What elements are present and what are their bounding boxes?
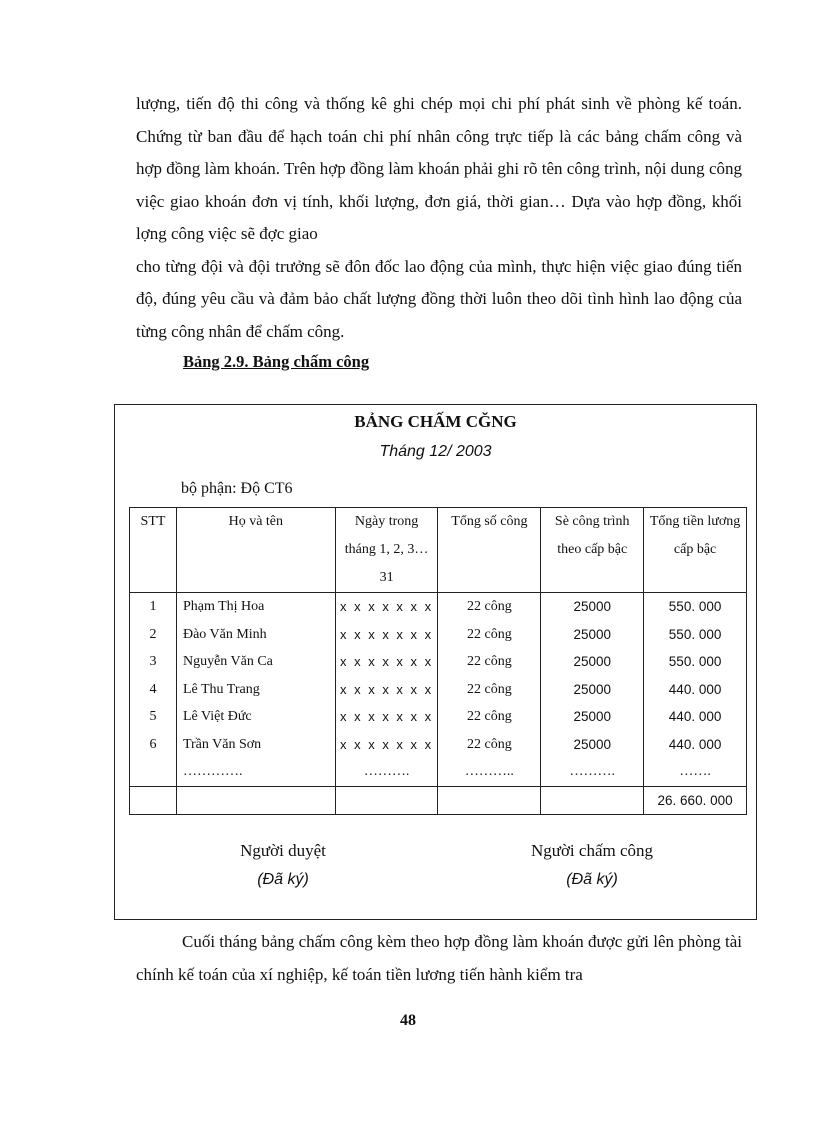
cell-wage: 550. 000 bbox=[644, 648, 747, 676]
table-row bbox=[130, 703, 747, 731]
cell-rate-ellipsis: ………. bbox=[541, 758, 644, 786]
paragraph-part-2: cho từng đội và đội trưởng sẽ đôn đốc lao động của mình, thực hiện việc giao đúng tiến độ, đúng yêu cầu và đảm bảo chất lượng đồng thời luôn theo dõi tình hình lao động của từng công nhân để chấm công. bbox=[136, 256, 742, 341]
header-total-days: Tổng số công bbox=[438, 508, 541, 593]
timesheet-box bbox=[114, 404, 757, 920]
total-cell-empty bbox=[130, 786, 177, 815]
cell-name: Lê Thu Trang bbox=[176, 676, 335, 704]
cell-rate: 25000 bbox=[541, 648, 644, 676]
table-row bbox=[130, 593, 747, 621]
cell-stt-empty bbox=[130, 758, 177, 786]
cell-wage: 440. 000 bbox=[644, 703, 747, 731]
timesheet-month: Tháng 12/ 2003 bbox=[379, 443, 492, 460]
cell-days: 22 công bbox=[438, 703, 541, 731]
approver-signature-block bbox=[163, 841, 403, 889]
table-row bbox=[130, 676, 747, 704]
cell-name: Phạm Thị Hoa bbox=[176, 593, 335, 621]
approver-signed-note: (Đã ký) bbox=[257, 871, 309, 888]
cell-name: Đào Văn Minh bbox=[176, 621, 335, 649]
cell-stt: 6 bbox=[130, 731, 177, 759]
cell-marks: x x x x x x x bbox=[335, 703, 438, 731]
cell-wage: 440. 000 bbox=[644, 731, 747, 759]
cell-marks: x x x x x x x bbox=[335, 731, 438, 759]
timekeeper-signature-block bbox=[472, 841, 712, 889]
cell-rate: 25000 bbox=[541, 703, 644, 731]
cell-marks: x x x x x x x bbox=[335, 621, 438, 649]
cell-name: Lê Việt Đức bbox=[176, 703, 335, 731]
header-days-in-month: Ngày trong tháng 1, 2, 3…31 bbox=[335, 508, 438, 593]
header-stt: STT bbox=[130, 508, 177, 593]
cell-marks: x x x x x x x bbox=[335, 648, 438, 676]
cell-name-ellipsis: …………. bbox=[176, 758, 335, 786]
cell-marks: x x x x x x x bbox=[335, 676, 438, 704]
approver-role: Người duyệt bbox=[240, 841, 326, 860]
body-paragraph-bottom bbox=[136, 926, 742, 991]
cell-stt: 4 bbox=[130, 676, 177, 704]
header-wage: Tổng tiền lương cấp bậc bbox=[644, 508, 747, 593]
cell-days: 22 công bbox=[438, 593, 541, 621]
paragraph-part-1: lượng, tiến độ thi công và thống kê ghi chép mọi chi phí phát sinh về phòng kế toán. Chứng từ ban đầu để hạch toán chi phí nhân công trực tiếp là các bảng chấm công và hợp đồng làm khoán. Trên hợp đồng làm khoán phải ghi rõ tên công trình, nội dung công việc giao khoán đơn vị tính, khối lượng, đơn giá, thời gian… Dựa vào hợp đồng, khối lợng công việc sẽ đợc giao bbox=[136, 94, 742, 243]
grand-total: 26. 660. 000 bbox=[644, 786, 747, 815]
cell-stt: 1 bbox=[130, 593, 177, 621]
total-cell-empty bbox=[335, 786, 438, 815]
cell-days: 22 công bbox=[438, 731, 541, 759]
cell-stt: 2 bbox=[130, 621, 177, 649]
timekeeper-signed-note: (Đã ký) bbox=[566, 871, 618, 888]
header-rate: Sè công trình theo cấp bậc bbox=[541, 508, 644, 593]
total-row bbox=[130, 786, 747, 815]
cell-rate: 25000 bbox=[541, 676, 644, 704]
timekeeper-role: Người chấm công bbox=[530, 841, 654, 860]
cell-days: 22 công bbox=[438, 676, 541, 704]
cell-wage: 440. 000 bbox=[644, 676, 747, 704]
cell-rate: 25000 bbox=[541, 621, 644, 649]
cell-stt: 3 bbox=[130, 648, 177, 676]
header-name: Họ và tên bbox=[176, 508, 335, 593]
cell-name: Trần Văn Sơn bbox=[176, 731, 335, 759]
paragraph-bottom-text: Cuối tháng bảng chấm công kèm theo hợp đồng làm khoán được gửi lên phòng tài chính kế toán của xí nghiệp, kế toán tiền lương tiến hành kiểm tra bbox=[136, 932, 742, 984]
table-header-row bbox=[130, 508, 747, 593]
cell-wage: 550. 000 bbox=[644, 593, 747, 621]
timesheet-department: bộ phận: Độ CT6 bbox=[181, 480, 293, 497]
cell-marks-ellipsis: ………. bbox=[335, 758, 438, 786]
cell-days-ellipsis: ……….. bbox=[438, 758, 541, 786]
timesheet-table bbox=[129, 507, 747, 815]
timesheet-title: BẢNG CHẤM CĞNG bbox=[354, 412, 517, 431]
table-caption: Bảng 2.9. Bảng chấm công bbox=[183, 352, 370, 371]
cell-rate: 25000 bbox=[541, 731, 644, 759]
cell-rate: 25000 bbox=[541, 593, 644, 621]
body-paragraph-top bbox=[136, 88, 742, 348]
cell-wage-ellipsis: ……. bbox=[644, 758, 747, 786]
page-number: 48 bbox=[400, 1012, 416, 1029]
cell-wage: 550. 000 bbox=[644, 621, 747, 649]
cell-name: Nguyễn Văn Ca bbox=[176, 648, 335, 676]
table-row bbox=[130, 621, 747, 649]
total-cell-empty bbox=[541, 786, 644, 815]
cell-marks: x x x x x x x bbox=[335, 593, 438, 621]
ellipsis-row bbox=[130, 758, 747, 786]
cell-days: 22 công bbox=[438, 621, 541, 649]
table-row bbox=[130, 731, 747, 759]
cell-stt: 5 bbox=[130, 703, 177, 731]
total-cell-empty bbox=[438, 786, 541, 815]
table-row bbox=[130, 648, 747, 676]
cell-days: 22 công bbox=[438, 648, 541, 676]
total-cell-empty bbox=[176, 786, 335, 815]
